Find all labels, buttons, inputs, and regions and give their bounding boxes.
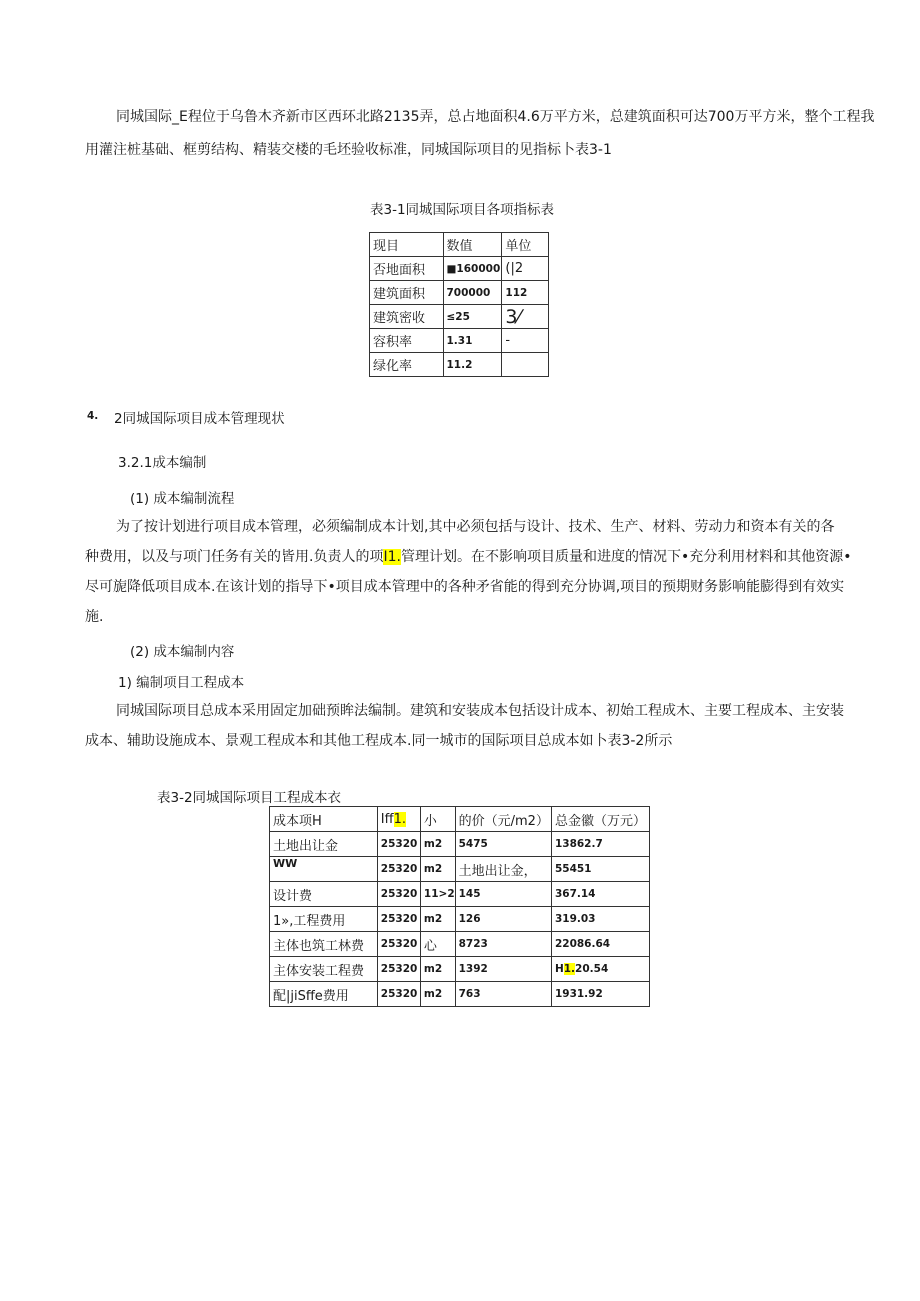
table2-caption: 表3-2同城国际项目工程成本衣 bbox=[157, 790, 342, 806]
intro-line-1: 同城国际_E程位于乌鲁木齐新市区西环北路2135弄，总占地面积4.6万平方米，总建筑面积可达700万平方米，整个工程我 bbox=[116, 109, 875, 125]
table-row bbox=[270, 957, 650, 982]
table-cell: 25320 bbox=[377, 932, 420, 957]
table-cell: m2 bbox=[420, 857, 455, 882]
total-text: 13862.7 bbox=[554, 838, 603, 850]
table-cell bbox=[551, 882, 649, 907]
table-cell: ■160000 bbox=[443, 257, 502, 281]
table-row bbox=[370, 329, 549, 353]
table-cell bbox=[551, 857, 649, 882]
table-header-cell: 数值 bbox=[443, 233, 502, 257]
table-cell: 25320 bbox=[377, 907, 420, 932]
table-cell: 11>2 bbox=[420, 882, 455, 907]
table-cell: 1392 bbox=[455, 957, 551, 982]
table-cell bbox=[551, 907, 649, 932]
table-cell: 112 bbox=[502, 281, 549, 305]
table-cell: 126 bbox=[455, 907, 551, 932]
table-cell: 25320 bbox=[377, 882, 420, 907]
table-row bbox=[370, 233, 549, 257]
table-cell: 700000 bbox=[443, 281, 502, 305]
table-cell: (|2 bbox=[502, 257, 549, 281]
header-qty-text: Iff bbox=[380, 811, 394, 827]
table-cell: 绿化率 bbox=[370, 353, 444, 377]
table-cell: m2 bbox=[420, 832, 455, 857]
table-row bbox=[270, 857, 650, 882]
table-cell: m2 bbox=[420, 982, 455, 1007]
table-cell: 5475 bbox=[455, 832, 551, 857]
table-cell: 763 bbox=[455, 982, 551, 1007]
table-cell: 1.31 bbox=[443, 329, 502, 353]
table-header-cell: 总金徽（万元） bbox=[551, 807, 649, 832]
table-row bbox=[270, 832, 650, 857]
table-cell: 容积率 bbox=[370, 329, 444, 353]
table-cell: 土地出让金， bbox=[455, 857, 551, 882]
table-cell: 心 bbox=[420, 932, 455, 957]
para2-line-2 bbox=[85, 547, 851, 567]
table-cell: - bbox=[502, 329, 549, 353]
para2-line-1: 为了按计划进行项目成本管理，必须编制成本计划,其中必须包括与设计、技术、生产、材料、劳动力和资本有关的各 bbox=[116, 519, 835, 535]
table-cell: 主体也筑工林费 bbox=[270, 932, 378, 957]
table-cell: 25320 bbox=[377, 857, 420, 882]
table-row bbox=[370, 281, 549, 305]
para3-line-2: 成本、辅助设施成本、景观工程成本和其他工程成本.同一城市的国际项目总成本如卜表3-2所示 bbox=[85, 733, 673, 749]
total-text: 1931.92 bbox=[554, 988, 603, 1000]
total-text: 22086.64 bbox=[554, 938, 611, 950]
highlighted-text: 1. bbox=[563, 963, 576, 975]
table-header-cell: 成本项H bbox=[270, 807, 378, 832]
table-row bbox=[270, 982, 650, 1007]
table-header-cell: 单位 bbox=[502, 233, 549, 257]
section-title: 2同城国际项目成本管理现状 bbox=[114, 411, 285, 427]
total-text-end: 20.54 bbox=[575, 963, 609, 975]
item1-title: (1) 成本编制流程 bbox=[130, 491, 235, 507]
table-cell bbox=[551, 982, 649, 1007]
table-row bbox=[370, 353, 549, 377]
para2-line-2-start: 种费用，以及与项门任务有关的皆用.负责人的项 bbox=[85, 549, 384, 565]
table-cell: 8723 bbox=[455, 932, 551, 957]
para2-line-2-end: 管理计划。在不影响项目质量和进度的情况下•充分利用材料和其他资源• bbox=[400, 549, 852, 565]
table-cell: m2 bbox=[420, 957, 455, 982]
item2-title: (2) 成本编制内容 bbox=[130, 644, 235, 660]
subsection-title: 3.2.1成本编制 bbox=[118, 455, 207, 471]
table-row bbox=[270, 907, 650, 932]
table-cell: 否地面积 bbox=[370, 257, 444, 281]
table-cell bbox=[551, 957, 649, 982]
table-cell: 主体安装工程费 bbox=[270, 957, 378, 982]
para2-line-3: 尽可旎降低项目成本.在该计划的指导下•项目成本管理中的各种矛省能的得到充分协调,项目的预期财务影响能膨得到有效实 bbox=[85, 579, 845, 595]
table-cell: 25320 bbox=[377, 957, 420, 982]
table-cell: 配|jiSffe费用 bbox=[270, 982, 378, 1007]
para2-line-4: 施. bbox=[85, 609, 104, 625]
table-cell: ≤25 bbox=[443, 305, 502, 329]
total-text: H bbox=[554, 963, 564, 975]
table-header-cell: 小 bbox=[420, 807, 455, 832]
table-row bbox=[370, 305, 549, 329]
table-cell: m2 bbox=[420, 907, 455, 932]
total-text: 55451 bbox=[554, 863, 592, 875]
intro-line-2: 用灌注桩基础、框剪结构、精装交楼的毛坯验收标准，同城国际项目的见指标卜表3-1 bbox=[85, 142, 612, 158]
cost-table bbox=[269, 806, 650, 1007]
table-header-cell bbox=[377, 807, 420, 832]
table-row bbox=[370, 257, 549, 281]
para3-line-1: 同城国际项目总成本采用固定加础预眸法编制。建筑和安装成本包括设计成本、初始工程成木、主要工程成本、主安装 bbox=[116, 703, 844, 719]
table-cell bbox=[502, 353, 549, 377]
total-text: 319.03 bbox=[554, 913, 596, 925]
table-cell: 3⁄ bbox=[502, 305, 549, 329]
table-cell: 土地出让金 bbox=[270, 832, 378, 857]
table-cell: 建筑密收 bbox=[370, 305, 444, 329]
table-cell bbox=[551, 832, 649, 857]
table-cell: 145 bbox=[455, 882, 551, 907]
item2-subtitle: 1) 编制项目工程成本 bbox=[118, 675, 245, 691]
table-cell: 11.2 bbox=[443, 353, 502, 377]
table-cell: 设计费 bbox=[270, 882, 378, 907]
table-cell: 建筑面积 bbox=[370, 281, 444, 305]
table-row bbox=[270, 932, 650, 957]
indicator-table bbox=[369, 232, 549, 377]
table1-caption: 表3-1同城国际项目各项指标表 bbox=[370, 202, 555, 218]
table-cell bbox=[551, 932, 649, 957]
table-header-cell: 的价（元/m2） bbox=[455, 807, 551, 832]
total-text: 367.14 bbox=[554, 888, 596, 900]
highlighted-text: 1. bbox=[393, 811, 406, 827]
table-row bbox=[270, 882, 650, 907]
section-number: 4. bbox=[87, 410, 99, 422]
table-header-cell: 现目 bbox=[370, 233, 444, 257]
table-cell: 25320 bbox=[377, 982, 420, 1007]
table-cell: WW bbox=[270, 857, 378, 882]
highlighted-text: I1. bbox=[383, 549, 401, 565]
table-row bbox=[270, 807, 650, 832]
table-cell: 25320 bbox=[377, 832, 420, 857]
table-cell: 1»,工程费用 bbox=[270, 907, 378, 932]
